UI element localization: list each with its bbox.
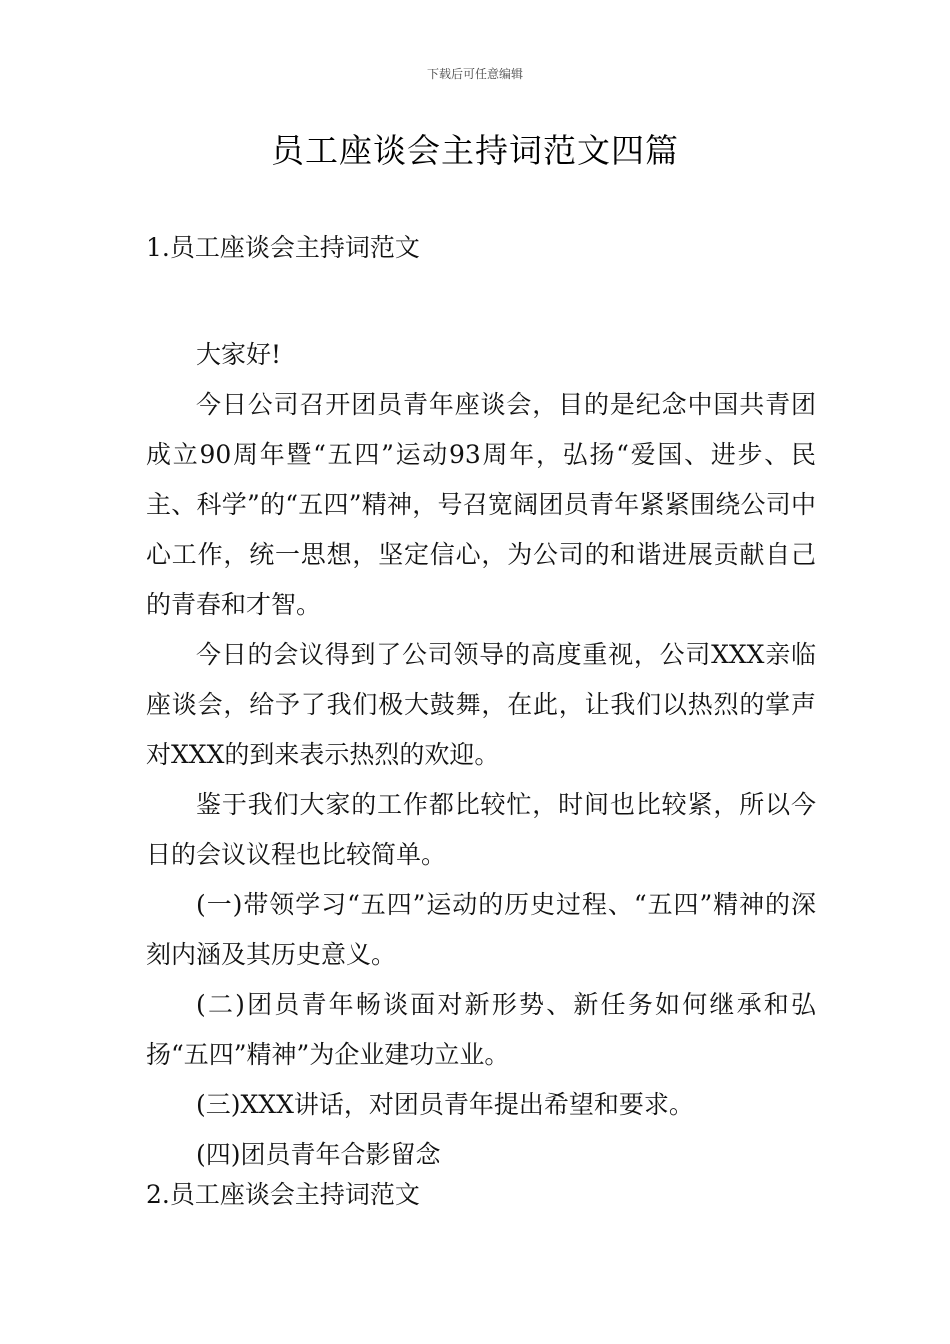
section-heading-2: 2.员工座谈会主持词范文 — [146, 1180, 420, 1209]
section-1-body — [146, 330, 816, 1180]
section-heading-1: 1.员工座谈会主持词范文 — [146, 233, 420, 262]
agenda-item-1: (一)带领学习“五四”运动的历史过程、“五四”精神的深刻内涵及其历史意义。 — [146, 890, 816, 969]
agenda-item-2: (二)团员青年畅谈面对新形势、新任务如何继承和弘扬“五四”精神”为企业建功立业。 — [146, 990, 816, 1069]
agenda-intro-paragraph: 鉴于我们大家的工作都比较忙，时间也比较紧，所以今日的会议议程也比较简单。 — [146, 790, 816, 869]
intro-paragraph: 今日公司召开团员青年座谈会，目的是纪念中国共青团成立90周年暨“五四”运动93周年，弘扬“爱国、进步、民主、科学”的“五四”精神，号召宽阔团员青年紧紧围绕公司中心工作，统一思想，坚定信心，为公司的和谐进展贡献自己的青春和才智。 — [146, 390, 816, 619]
document-title: 员工座谈会主持词范文四篇 — [271, 131, 679, 170]
page-header-note: 下载后可任意编辑 — [426, 67, 523, 81]
greeting-paragraph: 大家好! — [196, 340, 282, 369]
agenda-item-4: (四)团员青年合影留念 — [196, 1140, 441, 1169]
agenda-item-3: (三)XXX讲话，对团员青年提出希望和要求。 — [196, 1090, 694, 1119]
leadership-paragraph: 今日的会议得到了公司领导的高度重视，公司XXX亲临座谈会，给予了我们极大鼓舞，在此，让我们以热烈的掌声对XXX的到来表示热烈的欢迎。 — [146, 640, 816, 769]
